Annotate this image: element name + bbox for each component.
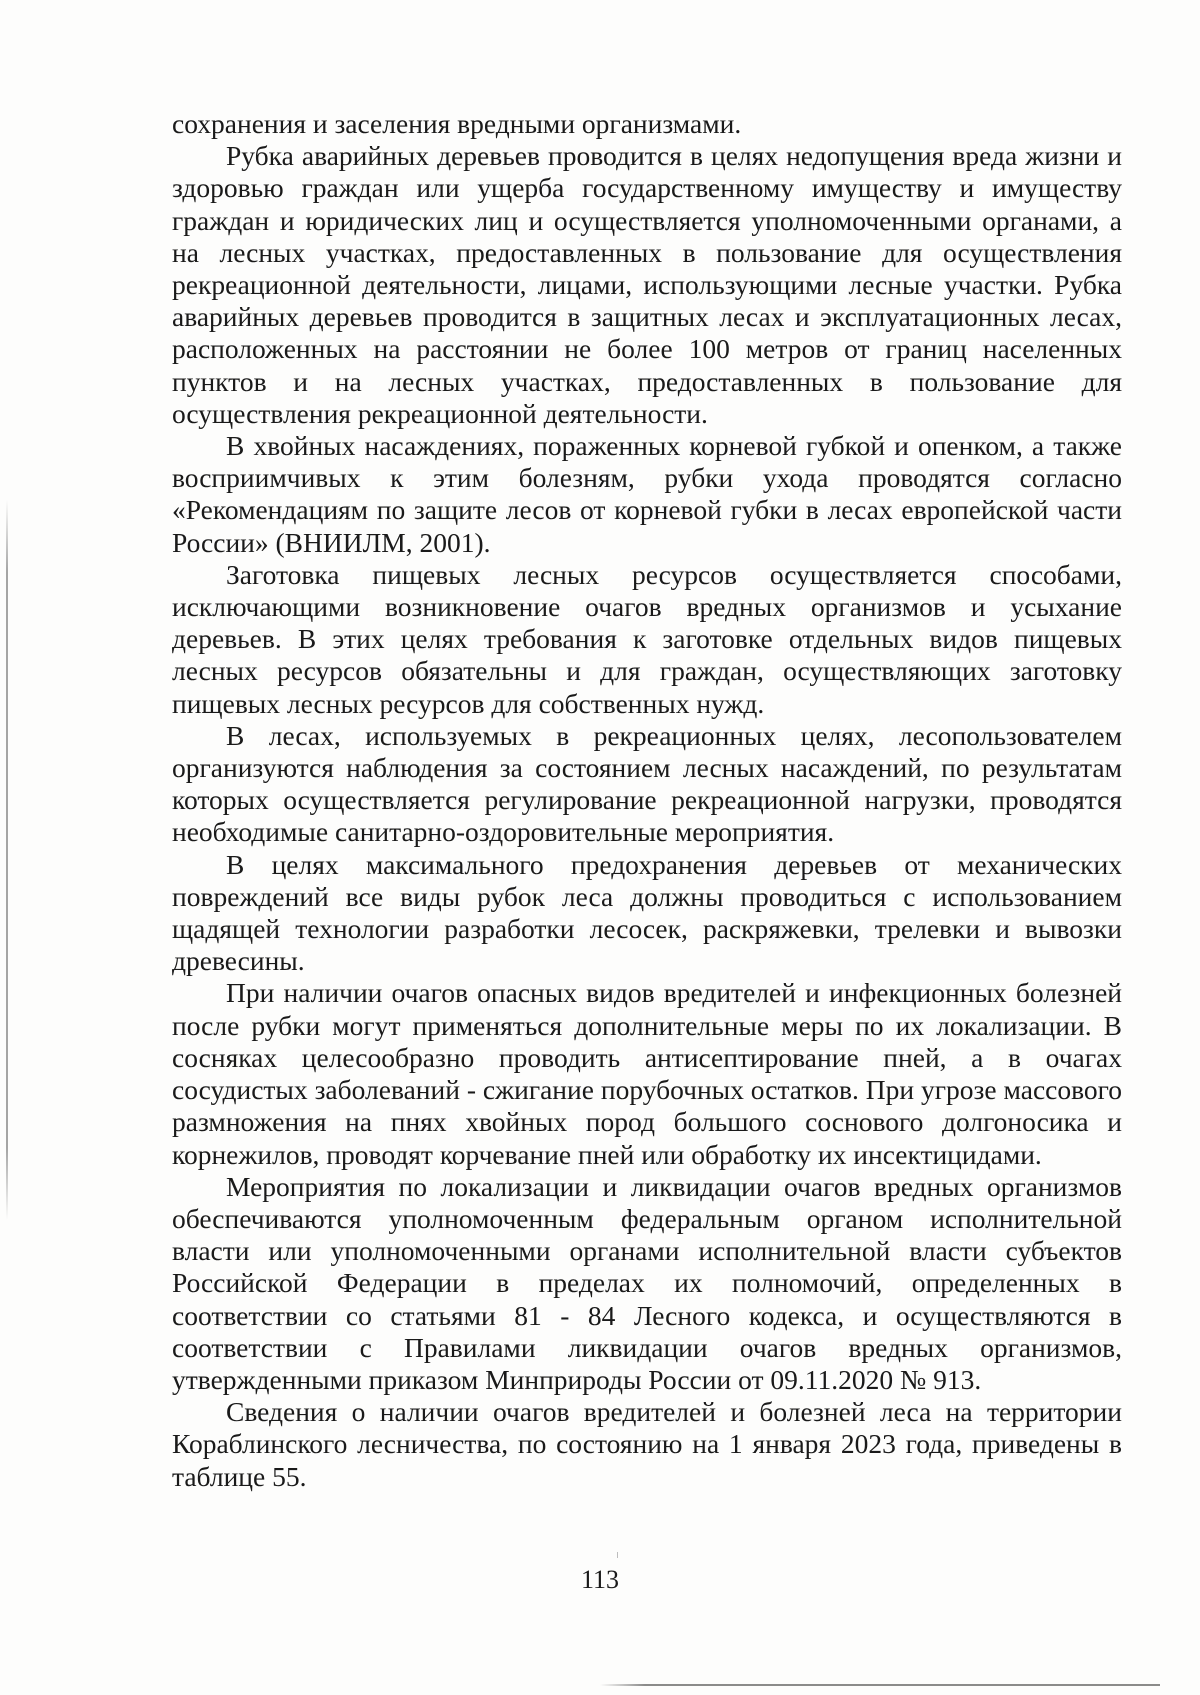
paragraph-pest-outbreaks: При наличии очагов опасных видов вредителей и инфекционных болезней после рубки могут применяться дополнительные меры по их локализации. В сосняках целесообразно проводить антисептирование пней, а в очагах сосудистых заболеваний - сжигание порубочных остатков. При угрозе массового размножения на пнях хвойных пород большого соснового долгоносика и корнежилов, проводят корчевание пней или обработку их инсектицидами.: [172, 977, 1122, 1170]
body-text: [172, 108, 1122, 1493]
page-number: 113: [580, 1565, 620, 1594]
paragraph-localization-measures: Мероприятия по локализации и ликвидации очагов вредных организмов обеспечиваются уполномоченным федеральным органом исполнительной власти или уполномоченными органами исполнительной власти субъектов Российской Федерации в пределах их полномочий, определенных в соответствии со статьями 81 - 84 Лесного кодекса, и осуществляются в соответствии с Правилами ликвидации очагов вредных организмов, утвержденными приказом Минприроды России от 09.11.2020 № 913.: [172, 1170, 1122, 1395]
paragraph-continuation: сохранения и заселения вредными организмами.: [172, 108, 742, 139]
paragraph-coniferous-stands: В хвойных насаждениях, пораженных корневой губкой и опенком, а также восприимчивых к этим болезням, рубки ухода проводятся согласно «Рекомендациям по защите лесов от корневой губки в лесах европейской части России» (ВНИИЛМ, 2001).: [172, 430, 1122, 558]
paragraph-food-resources: Заготовка пищевых лесных ресурсов осуществляется способами, исключающими возникновение очагов вредных организмов и усыхание деревьев. В этих целях требования к заготовке отдельных видов пищевых лесных ресурсов обязательны и для граждан, осуществляющих заготовку пищевых лесных ресурсов для собственных нужд.: [172, 558, 1122, 719]
paragraph-table-reference: Сведения о наличии очагов вредителей и болезней леса на территории Кораблинского лесничества, по состоянию на 1 января 2023 года, приведены в таблице 55.: [172, 1396, 1122, 1492]
paragraph-emergency-felling: Рубка аварийных деревьев проводится в целях недопущения вреда жизни и здоровью граждан или ущерба государственному имуществу и имуществу граждан и юридических лиц и осуществляется уполномоченными органами, а на лесных участках, предоставленных в пользование для осуществления рекреационной деятельности, лицами, использующими лесные участки. Рубка аварийных деревьев проводится в защитных лесах и эксплуатационных лесах, расположенных на расстоянии не более 100 метров от границ населенных пунктов и на лесных участках, предоставленных в пользование для осуществления рекреационной деятельности.: [172, 140, 1122, 429]
paragraph-recreational-forests: В лесах, используемых в рекреационных целях, лесопользователем организуются наблюдения за состоянием лесных насаждений, по результатам которых осуществляется регулирование рекреационной нагрузки, проводятся необходимые санитарно-оздоровительные мероприятия.: [172, 719, 1122, 848]
paragraph-mechanical-damage: В целях максимального предохранения деревьев от механических повреждений все виды рубок леса должны проводиться с использованием щадящей технологии разработки лесосек, раскряжевки, трелевки и вывозки древесины.: [172, 848, 1122, 977]
scan-edge-left: [6, 500, 8, 1220]
scan-edge-bottom: [600, 1684, 1160, 1686]
scan-mark: [617, 1552, 618, 1558]
